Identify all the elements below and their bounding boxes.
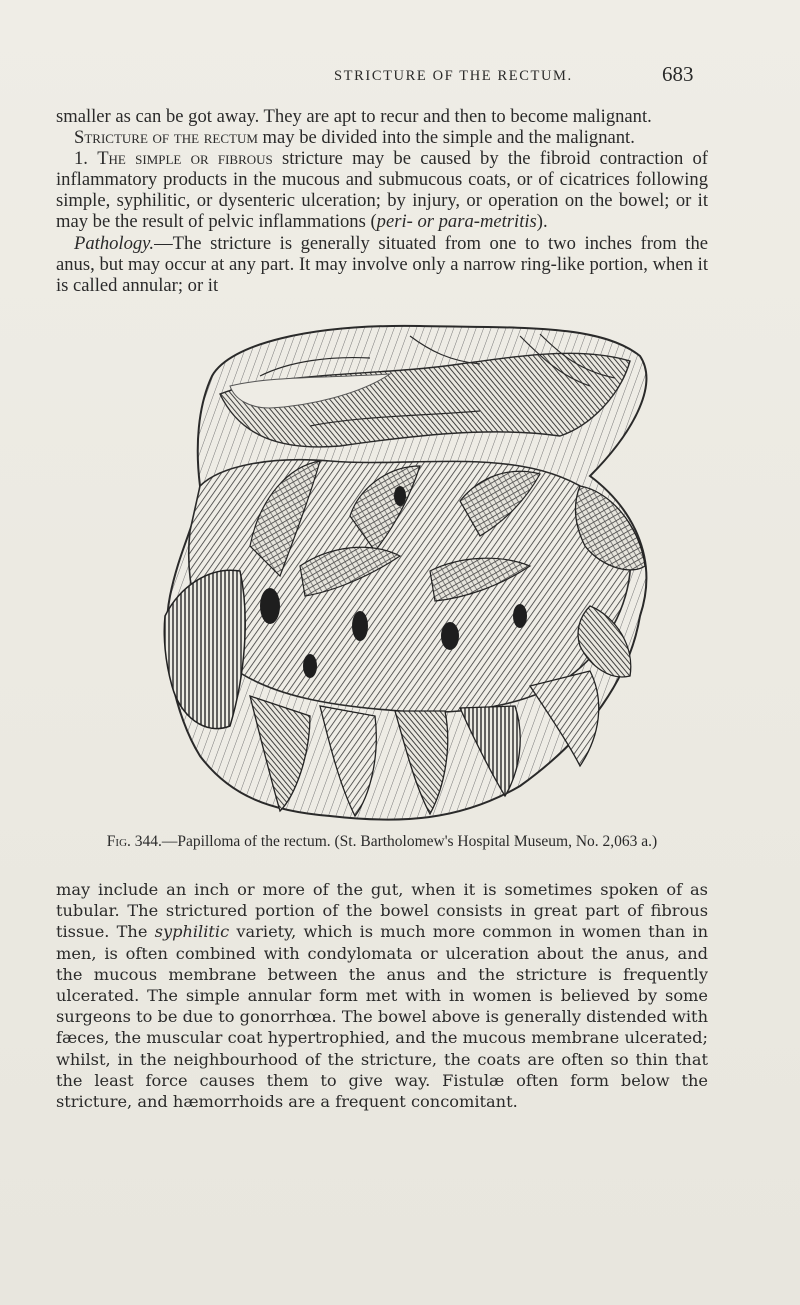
running-title: STRICTURE OF THE RECTUM. (334, 68, 573, 84)
subheading-pathology: Pathology. (74, 232, 155, 254)
paragraph-stricture-division: Stricture of the rectum may be divided into the simple and the malignant. (74, 127, 635, 149)
paragraph-simple-fibrous: 1. The simple or fibrous stricture may be caused by the fibroid contraction of inflammatory products in the mucous and submucous coats, or of cicatrices following simple, syphilitic, or dysenteric ulceration; by injury, or operation on the bowel; or it may be the result of pelvic inflammations (peri- or para-metritis). (56, 148, 708, 233)
figure-papilloma-illustration (160, 316, 674, 828)
section-heading-stricture: Stricture of the rectum (74, 127, 258, 149)
papilloma-engraving (160, 316, 674, 828)
paragraph-continuation: smaller as can be got away. They are apt to recur and then to become malignant. (56, 106, 652, 127)
lower-text-block (56, 879, 708, 1112)
figure-label: Fig. 344. (106, 833, 162, 850)
paragraph-pathology: Pathology.—The stricture is generally situated from one to two inches from the anus, but may occur at any part. It may involve only a narrow ring-like portion, when it is called annular; or it (56, 232, 708, 296)
running-head (0, 62, 800, 92)
upper-text-block (56, 106, 708, 296)
paragraph-tubular-syphilitic: may include an inch or more of the gut, when it is sometimes spoken of as tubular. The strictured portion of the bowel consists in great part of fibrous tissue. The syphilitic variety, which is much more common in women than in men, is often combined with condylomata or ulceration about the anus, and the mucous membrane between the anus and the stricture is frequently ulcerated. The simple annular form met with in women is believed by some surgeons to be due to gonorrhœa. The bowel above is generally distended with fæces, the muscular coat hypertrophied, and the mucous membrane ulcerated; whilst, in the neighbourhood of the stricture, the coats are often so thin that the least force causes them to give way. Fistulæ often form below the stricture, and hæmorrhoids are a frequent concomitant. (56, 880, 708, 1112)
figure-caption-text: —Papilloma of the rectum. (St. Bartholomew's Hospital Museum, No. 2,063 a.) (161, 833, 658, 850)
figure-caption (56, 832, 708, 851)
page-number: 683 (662, 62, 694, 86)
section-heading-simple-fibrous: The simple or fibrous (97, 148, 273, 170)
